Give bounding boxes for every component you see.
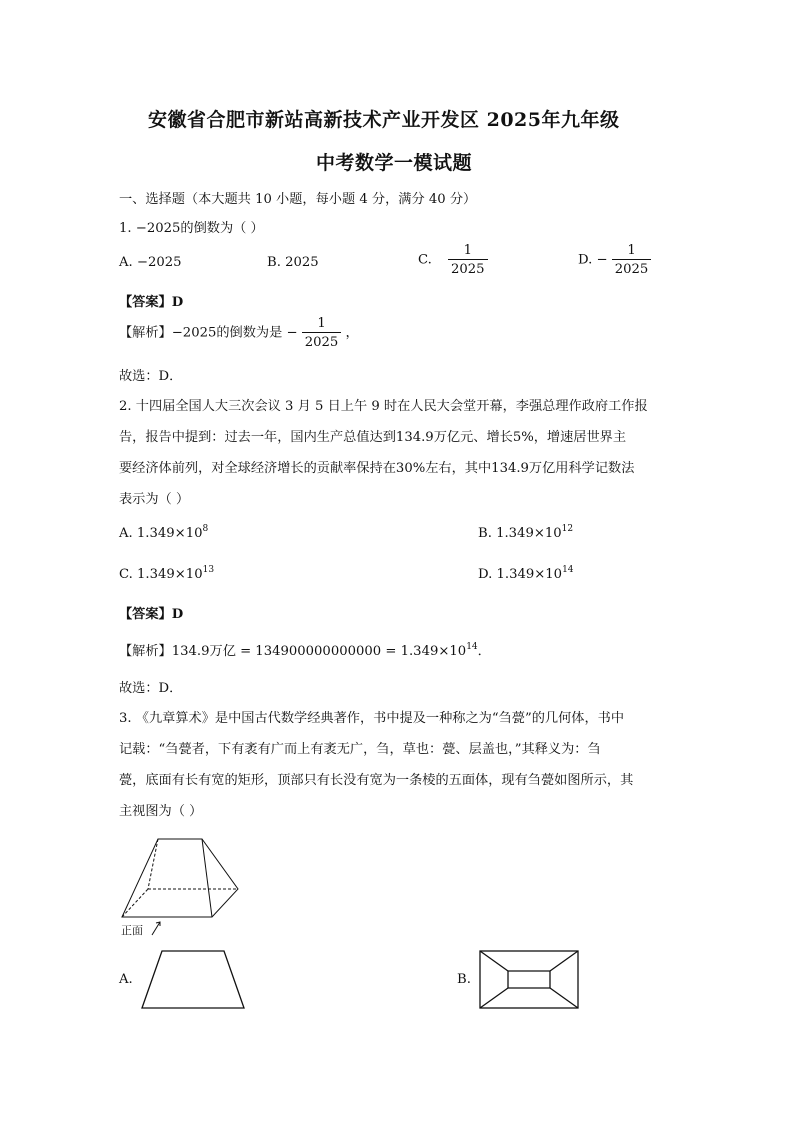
diagonal-edge [550,951,578,971]
q1-option-b: B. 2025 [267,255,319,270]
q3-stem-line-3: 甍，底面有长有宽的矩形，顶部只有长没有宽为一条棱的五面体，现有刍甍如图所示，其 [119,773,634,788]
q1-option-d-numerator: 1 [627,243,636,258]
q3-stem-line-4: 主视图为（ ） [119,804,203,819]
q3-option-a-label: A. [119,972,133,987]
q2-option-d-exponent: 14 [562,565,574,575]
q1-conclusion: 故选：D． [119,369,183,384]
q2-stem-line-3: 要经济体前列，对全球经济增长的贡献率保持在30%左右，其中134.9万亿用科学记数法 [119,461,635,476]
q2-option-a-base: A. 1.349×10 [119,526,203,541]
figure-hidden-edge [148,839,158,889]
figure-hidden-edge [122,889,148,917]
q1-analysis-numerator: 1 [317,316,326,331]
q2-option-a-exponent: 8 [202,524,209,534]
trapezoid-shape [142,951,244,1008]
q2-option-b-base: B. 1.349×10 [478,526,562,541]
q1-option-d-denominator: 2025 [612,259,652,276]
q3-stem-line-2: 记载：“刍甍者，下有袤有广而上有袤无广，刍，草也：甍、层盖也，”其释义为：刍 [119,742,601,757]
q2-option-d [478,567,574,582]
q2-option-b [478,526,573,541]
q2-stem-line-1: 2. 十四届全国人大三次会议 3 月 5 日上午 9 时在人民大会堂开幕，李强总理作政府工作报 [119,399,648,414]
q2-answer: 【答案】D [119,607,184,622]
q2-stem-line-2: 告，报告中提到：过去一年，国内生产总值达到134.9万亿元、增长5%，增速居世界主 [119,430,627,445]
section-heading: 一、选择题（本大题共 10 小题，每小题 4 分，满分 40 分） [119,192,477,207]
q1-analysis-suffix: ， [345,325,359,341]
q1-option-c-label: C. [418,252,432,268]
q3-option-b-rectangle [478,949,582,1011]
rectangle-shape [480,951,578,1008]
q2-analysis-end: ． [477,644,491,659]
figure-outline [122,839,238,917]
q1-analysis [119,317,359,349]
q2-option-d-base: D. 1.349×10 [478,567,563,582]
q2-analysis-exponent: 14 [466,642,478,652]
q1-analysis-fraction [302,317,342,349]
q2-conclusion: 故选：D． [119,681,183,696]
q2-option-a [119,526,208,541]
q1-option-a: A. −2025 [119,255,182,270]
title-line-2: 中考数学一模试题 [316,152,473,174]
q2-option-c [119,567,214,582]
q3-front-label: 正面 [121,924,143,937]
q1-analysis-denominator: 2025 [302,332,342,349]
q1-stem: 1. −2025的倒数为（ ） [119,221,264,236]
q2-option-b-exponent: 12 [561,524,574,534]
q2-analysis [119,640,491,659]
q2-stem-line-4: 表示为（ ） [119,492,190,507]
q3-stem-line-1: 3. 《九章算术》是中国古代数学经典著作，书中提及一种称之为“刍甍”的几何体，书中 [119,711,625,726]
diagonal-edge [480,951,508,971]
q1-option-c-numerator: 1 [463,243,472,258]
diagonal-edge [550,988,578,1008]
q2-option-c-exponent: 13 [202,565,215,575]
q1-option-d [578,244,651,276]
q2-option-c-base: C. 1.349×10 [119,567,203,582]
front-arrow [152,922,160,935]
q3-option-a-trapezoid [140,949,248,1011]
title-line-1: 安徽省合肥市新站高新技术产业开发区 2025年九年级 [148,109,620,131]
q1-option-c-fraction [448,244,488,276]
q1-option-d-label: D. − [578,252,608,268]
q2-analysis-text: 【解析】134.9万亿 = 134900000000000 = 1.349×10 [119,644,467,659]
q1-option-c [418,244,488,276]
q1-option-c-denominator: 2025 [448,259,488,276]
q1-option-d-fraction [612,244,652,276]
q3-option-b-label: B. [457,972,471,987]
q1-answer: 【答案】D [119,295,184,310]
diagonal-edge [480,988,508,1008]
q1-analysis-text: 【解析】−2025的倒数为是 − [119,325,298,341]
